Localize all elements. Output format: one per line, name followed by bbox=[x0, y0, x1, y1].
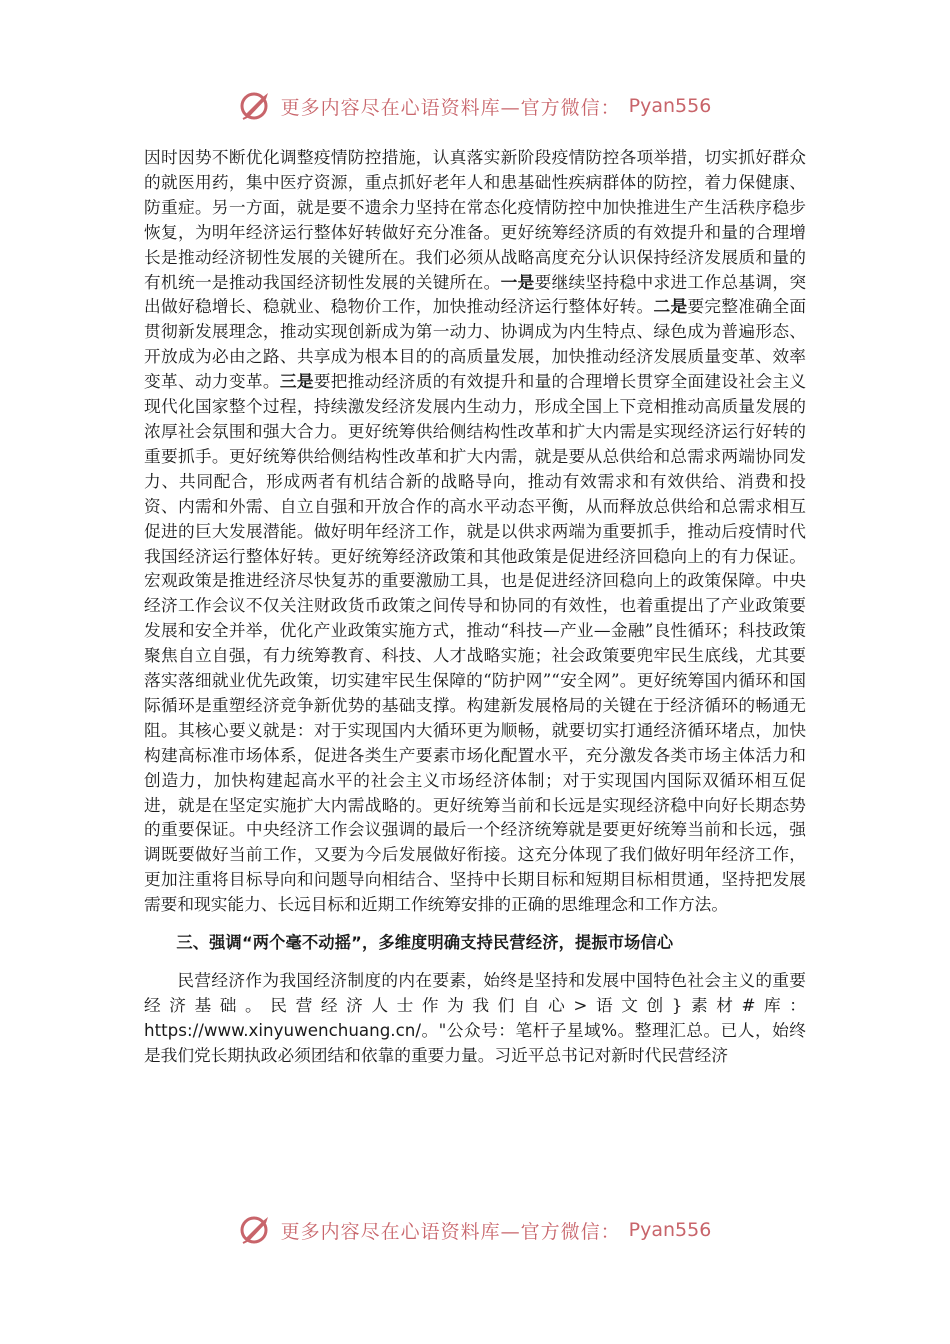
banner-text: 更多内容尽在心语资料库—官方微信： bbox=[280, 1220, 621, 1243]
banner-wechat-id: Pyan556 bbox=[628, 1219, 712, 1241]
point-label: 二是 bbox=[653, 296, 688, 317]
paragraph: 民营经济作为我国经济制度的内在要素，始终是坚持和发展中国特色社会主义的重要经济基础。民营经济人士作为我们自心>语文创}素材#库：https://www.xinyuwenchuang.cn/。"公众号：笔杆子星域%。整理汇总。已人，始终是我们党长期执政必须团结和依靠的重要力量。习近平总书记对新时代民营经济 bbox=[144, 970, 806, 1065]
url-text: https://www.xinyuwenchuang.cn/ bbox=[144, 1019, 421, 1040]
banner-text: 更多内容尽在心语资料库—官方微信： bbox=[280, 96, 621, 119]
pen-logo-icon bbox=[239, 89, 273, 123]
header-banner bbox=[0, 84, 950, 128]
pen-logo-icon bbox=[239, 1213, 273, 1247]
point-label: 一是 bbox=[500, 271, 535, 292]
section-heading: 三、强调“两个毫不动摇”，多维度明确支持民营经济，提振市场信心 bbox=[176, 933, 674, 953]
document-body bbox=[144, 145, 806, 1068]
paragraph: 因时因势不断优化调整疫情防控措施，认真落实新阶段疫情防控各项举措，切实抓好群众的就医用药，集中医疗资源，重点抓好老年人和患基础性疾病群体的防控，着力保健康、防重症。另一方面，就是要不遗余力坚持在常态化疫情防控中加快推进生产生活秩序稳步恢复，为明年经济运行整体好转做好充分准备。更好统筹经济质的有效提升和量的合理增长是推动经济韧性发展的关键所在。我们必须从战略高度充分认识保持经济发展质和量的有机统一是推动我国经济韧性发展的关键所在。一是要继续坚持稳中求进工作总基调，突出做好稳增长、稳就业、稳物价工作，加快推动经济运行整体好转。二是要完整准确全面贯彻新发展理念，推动实现创新成为第一动力、协调成为内生特点、绿色成为普遍形态、开放成为必由之路、共享成为根本目的的高质量发展，加快推动经济发展质量变革、效率变革、动力变革。三是要把推动经济质的有效提升和量的合理增长贯穿全面建设社会主义现代化国家整个过程，持续激发经济发展内生动力，形成全国上下竞相推动高质量发展的浓厚社会氛围和强大合力。更好统筹供给侧结构性改革和扩大内需是实现经济运行好转的重要抓手。更好统筹供给侧结构性改革和扩大内需，就是要从总供给和总需求两端协同发力、共同配合，形成两者有机结合新的战略导向，推动有效需求和有效供给、消费和投资、内需和外需、自立自强和开放合作的高水平动态平衡，从而释放总供给和总需求相互促进的巨大发展潜能。做好明年经济工作，就是以供求两端为重要抓手，推动后疫情时代我国经济运行整体好转。更好统筹经济政策和其他政策是促进经济回稳向上的有力保证。宏观政策是推进经济尽快复苏的重要激励工具，也是促进经济回稳向上的政策保障。中央经济工作会议不仅关注财政货币政策之间传导和协同的有效性，也着重提出了产业政策要发展和安全并举，优化产业政策实施方式，推动“科技—产业—金融”良性循环；科技政策聚焦自立自强，有力统筹教育、科技、人才战略实施；社会政策要兜牢民生底线，尤其要落实落细就业优先政策，切实建牢民生保障的“防护网”“安全网”。更好统筹国内循环和国际循环是重塑经济竞争新优势的基础支撑。构建新发展格局的关键在于经济循环的畅通无阻。其核心要义就是：对于实现国内大循环更为顺畅，就要切实打通经济循环堵点，加快构建高标准市场体系，促进各类生产要素市场化配置水平，充分激发各类市场主体活力和创造力，加快构建起高水平的社会主义市场经济体制；对于实现国内国际双循环相互促进，就是在坚定实施扩大内需战略的。更好统筹当前和长远是实现经济稳中向好长期态势的重要保证。中央经济工作会议强调的最后一个经济统筹就是要更好统筹当前和长远，强调既要做好当前工作，又要为今后发展做好衔接。这充分体现了我们做好明年经济工作，更加注重将目标导向和问题导向相结合、坚持中长期目标和短期目标相贯通，坚持把发展需要和现实能力、长远目标和近期工作统筹安排的正确的思维理念和工作方法。 bbox=[144, 147, 807, 915]
footer-banner bbox=[0, 1208, 950, 1252]
point-label: 三是 bbox=[279, 371, 314, 392]
banner-wechat-id: Pyan556 bbox=[628, 95, 712, 117]
